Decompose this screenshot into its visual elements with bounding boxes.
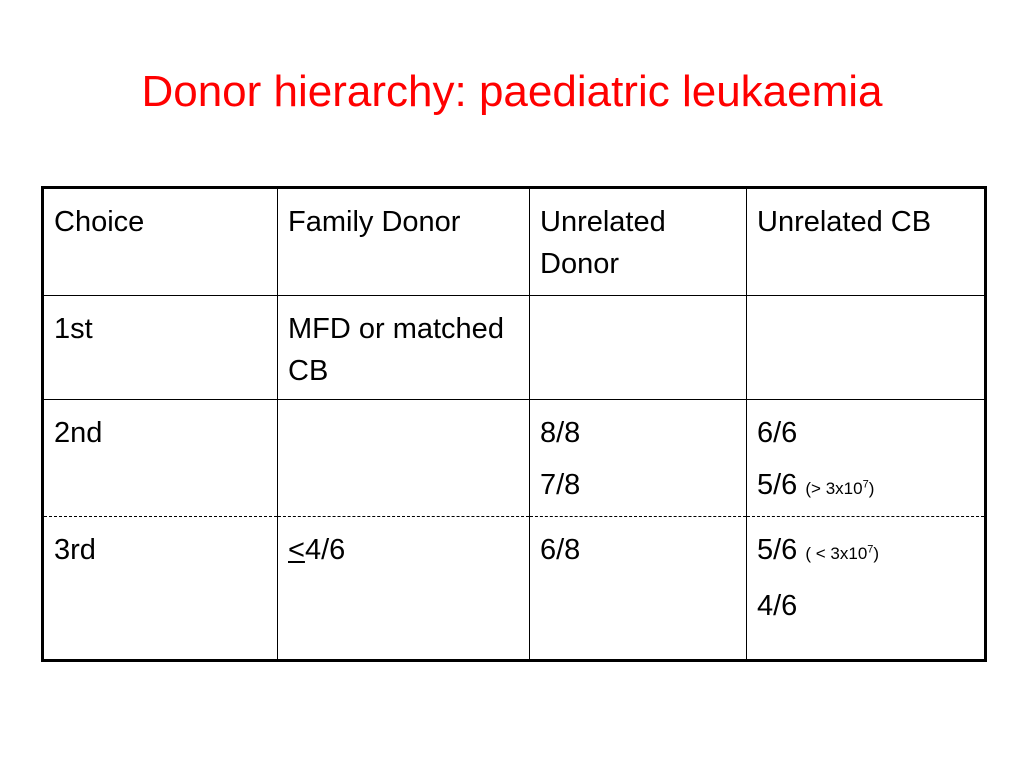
dose-note-less-exponent: 7 xyxy=(867,543,874,556)
cell-family-donor-1st: MFD or matched CB xyxy=(278,296,530,400)
donor-hierarchy-table xyxy=(41,186,987,662)
dose-note-greater-open: (> 3x10 xyxy=(805,479,863,498)
less-equal-symbol: < xyxy=(288,534,305,566)
table-row xyxy=(43,517,986,661)
cell-dose-note-less xyxy=(805,544,879,563)
unrelated-cb-3rd-value: 5/6 xyxy=(757,534,798,566)
header-unrelated-donor: Unrelated Donor xyxy=(530,188,747,296)
unrelated-cb-3rd-line-2: 4/6 xyxy=(757,590,798,622)
unrelated-donor-2nd-line-1: 8/8 xyxy=(540,417,581,449)
cell-choice-3rd: 3rd xyxy=(43,517,278,661)
cell-unrelated-donor-3rd: 6/8 xyxy=(530,517,747,661)
cell-unrelated-donor-2nd xyxy=(530,400,747,517)
dose-note-greater-close: ) xyxy=(868,479,875,498)
unrelated-cb-3rd-line-1 xyxy=(757,529,974,575)
header-family-donor: Family Donor xyxy=(278,188,530,296)
cell-unrelated-cb-3rd xyxy=(747,517,986,661)
cell-choice-2nd: 2nd xyxy=(43,400,278,517)
dose-note-less-open: ( < 3x10 xyxy=(805,544,868,563)
cell-family-donor-3rd xyxy=(278,517,530,661)
table-row xyxy=(43,296,986,400)
slide-title: Donor hierarchy: paediatric leukaemia xyxy=(141,67,883,116)
cell-choice-1st: 1st xyxy=(43,296,278,400)
unrelated-cb-2nd-line-1: 6/6 xyxy=(757,417,798,449)
header-unrelated-cb: Unrelated CB xyxy=(747,188,986,296)
unrelated-cb-2nd-line-2 xyxy=(757,464,974,510)
dose-note-greater-exponent: 7 xyxy=(862,478,869,491)
cell-unrelated-donor-1st xyxy=(530,296,747,400)
table-header-row xyxy=(43,188,986,296)
cell-unrelated-cb-1st xyxy=(747,296,986,400)
cell-family-donor-2nd xyxy=(278,400,530,517)
unrelated-cb-2nd-value: 5/6 xyxy=(757,469,798,501)
table-row xyxy=(43,400,986,517)
unrelated-donor-2nd-line-2: 7/8 xyxy=(540,469,581,501)
dose-note-less-close: ) xyxy=(873,544,880,563)
family-donor-3rd-value: 4/6 xyxy=(304,534,346,566)
cell-unrelated-cb-2nd xyxy=(747,400,986,517)
cell-dose-note-greater xyxy=(805,479,874,498)
header-choice: Choice xyxy=(43,188,278,296)
